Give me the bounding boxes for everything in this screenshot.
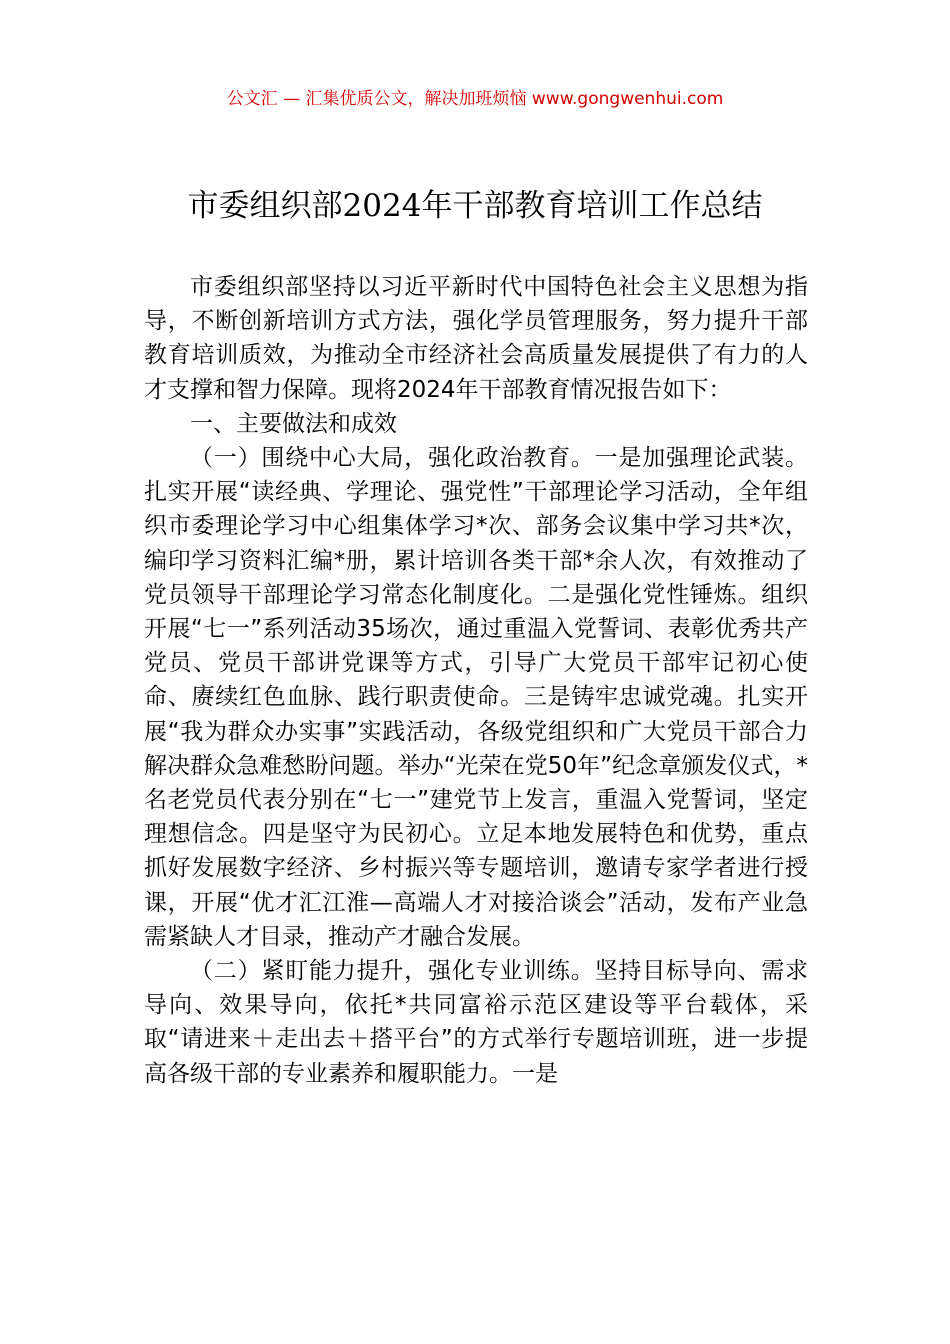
- paragraph-professional-training: （二）紧盯能力提升，强化专业训练。坚持目标导向、需求导向、效果导向，依托*共同富裕示范区建设等平台载体，采取“请进来＋走出去＋搭平台”的方式举行专题培训班，进一步提高各级干部的专业素养和履职能力。一是: [144, 958, 808, 1087]
- section-heading: 一、主要做法和成效: [190, 410, 397, 437]
- paragraph-intro: 市委组织部坚持以习近平新时代中国特色社会主义思想为指导，不断创新培训方式方法，强化学员管理服务，努力提升干部教育培训质效，为推动全市经济社会高质量发展提供了有力的人才支撑和智力保障。现将2024年干部教育情况报告如下：: [144, 274, 808, 403]
- header-banner: 公文汇 — 汇集优质公文，解决加班烦恼 www.gongwenhui.com: [226, 89, 724, 109]
- paragraph-political-education: （一）围绕中心大局，强化政治教育。一是加强理论武装。扎实开展“读经典、学理论、强党性”干部理论学习活动，全年组织市委理论学习中心组集体学习*次、部务会议集中学习共*次，编印学习资料汇编*册，累计培训各类干部*余人次，有效推动了党员领导干部理论学习常态化制度化。二是强化党性锤炼。组织开展“七一”系列活动35场次，通过重温入党誓词、表彰优秀共产党员、党员干部讲党课等方式，引导广大党员干部牢记初心使命、赓续红色血脉、践行职责使命。三是铸牢忠诚党魂。扎实开展“我为群众办实事”实践活动，各级党组织和广大党员干部合力解决群众急难愁盼问题。举办“光荣在党50年”纪念章颁发仪式，*名老党员代表分别在“七一”建党节上发言，重温入党誓词，坚定理想信念。四是坚守为民初心。立足本地发展特色和优势，重点抓好发展数字经济、乡村振兴等专题培训，邀请专家学者进行授课，开展“优才汇江淮—高端人才对接洽谈会”活动，发布产业急需紧缺人才目录，推动产才融合发展。: [144, 445, 808, 950]
- document-body: [144, 270, 808, 1091]
- document-title: 市委组织部2024年干部教育培训工作总结: [187, 188, 763, 224]
